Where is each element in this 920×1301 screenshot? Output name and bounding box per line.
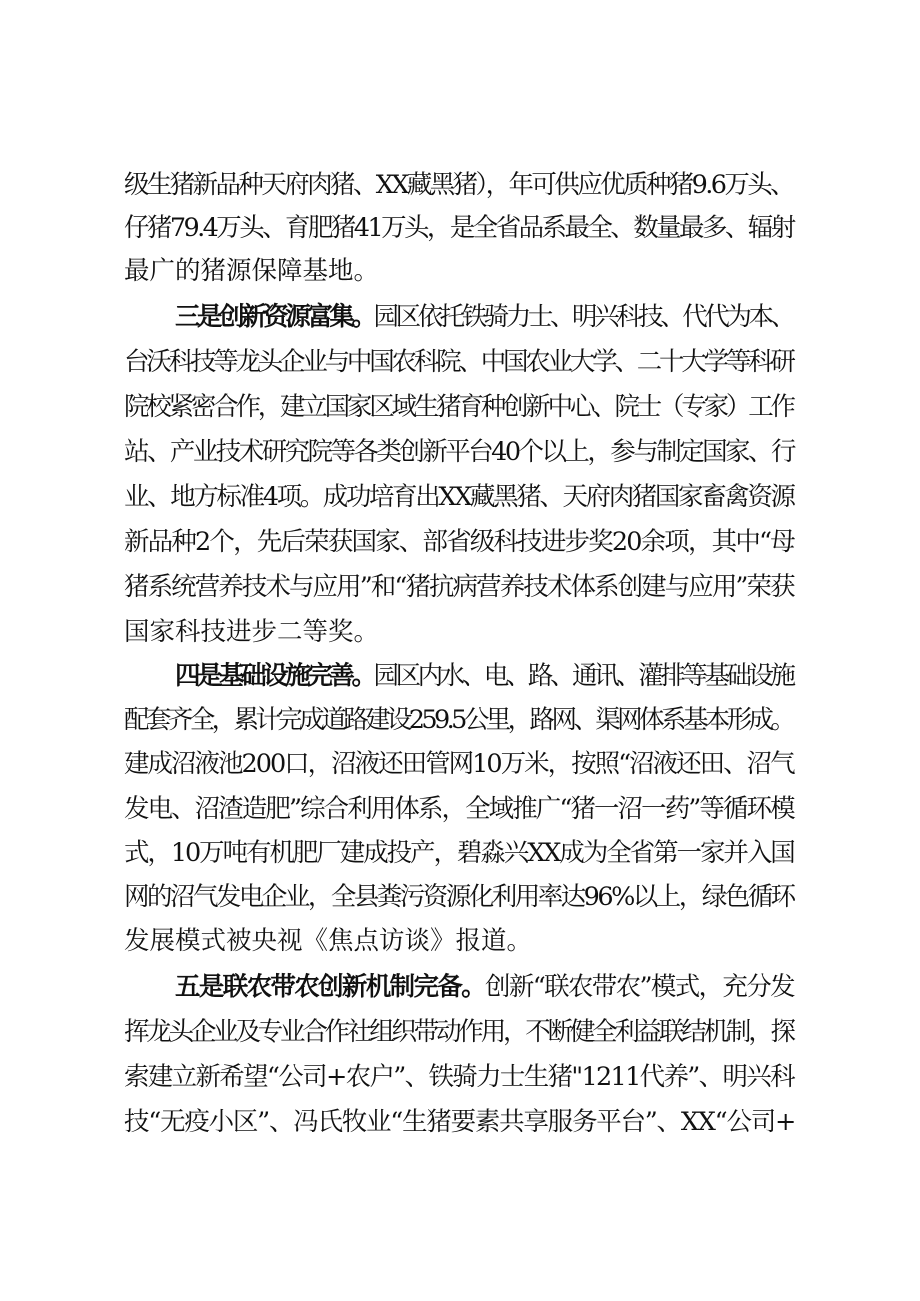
paragraph-3-line-1: 四是基础设施完善。园区内水、电、路、通讯、灌排等基础设施 [175, 661, 793, 691]
paragraph-4-line-2: 挥龙头企业及专业合作社组织带动作用，不断健全利益联结机制，探 [124, 1017, 793, 1047]
paragraph-3-line-7: 发展模式被央视《焦点访谈》报道。 [124, 926, 533, 956]
paragraph-3-line-4: 发电、沼渣造肥”综合利用体系，全域推广“猪一沼一药”等循环模 [124, 794, 794, 824]
paragraph-2-line-7: 猪系统营养技术与应用”和“猪抗病营养技术体系创建与应用”荣获 [124, 572, 794, 602]
paragraph-2-line-1: 三是创新资源富集。园区依托铁骑力士、明兴科技、代代为本、 [175, 302, 793, 332]
paragraph-3-line-2: 配套齐全，累计完成道路建设259.5公里，路网、渠网体系基本形成。 [124, 705, 793, 735]
paragraph-4-heading: 五是联农带农创新机制完备。 [175, 972, 486, 1002]
paragraph-1-line-1: 级生猪新品种天府肉猪、XX藏黑猪），年可供应优质种猪9.6万头、 [124, 170, 793, 200]
paragraph-3-heading: 四是基础设施完善。 [175, 661, 374, 691]
paragraph-2-line-6: 新品种2个，先后荣获国家、部省级科技进步奖20余项，其中“母 [124, 527, 794, 557]
paragraph-4-line-1: 五是联农带农创新机制完备。创新“联农带农”模式，充分发 [175, 972, 794, 1002]
paragraph-4-line-3: 索建立新希望“公司+农户”、铁骑力士生猪"1211代养”、明兴科 [124, 1062, 794, 1092]
paragraph-3-line-6: 网的沼气发电企业，全县粪污资源化利用率达96%以上，绿色循环 [124, 882, 794, 912]
paragraph-2-line-4: 站、产业技术研究院等各类创新平台40个以上，参与制定国家、行 [124, 437, 794, 467]
paragraph-3-line-3: 建成沼液池200口，沼液还田管网10万米，按照“沼液还田、沼气 [124, 749, 794, 779]
paragraph-4-line-4: 技“无疫小区”、冯氏牧业“生猪要素共享服务平台”、XX“公司+ [124, 1107, 796, 1137]
paragraph-1-line-3: 最广的猪源保障基地。 [124, 256, 380, 286]
paragraph-2-line-8: 国家科技进步二等奖。 [124, 617, 380, 647]
paragraph-1-line-2: 仔猪79.4万头、育肥猪41万头，是全省品系最全、数量最多、辐射 [124, 213, 794, 243]
paragraph-3-line-5: 式，10万吨有机肥厂建成投产，碧淼兴XX成为全省第一家并入国 [124, 838, 794, 868]
paragraph-2-line-3: 院校紧密合作，建立国家区域生猪育种创新中心、院士（专家）工作 [124, 392, 793, 422]
paragraph-2-line-5: 业、地方标准4项。成功培育出XX藏黑猪、天府肉猪国家畜禽资源 [124, 482, 794, 512]
paragraph-2-heading: 三是创新资源富集。 [175, 302, 374, 332]
paragraph-2-line-2: 台沃科技等龙头企业与中国农科院、中国农业大学、二十大学等科研 [124, 347, 793, 377]
